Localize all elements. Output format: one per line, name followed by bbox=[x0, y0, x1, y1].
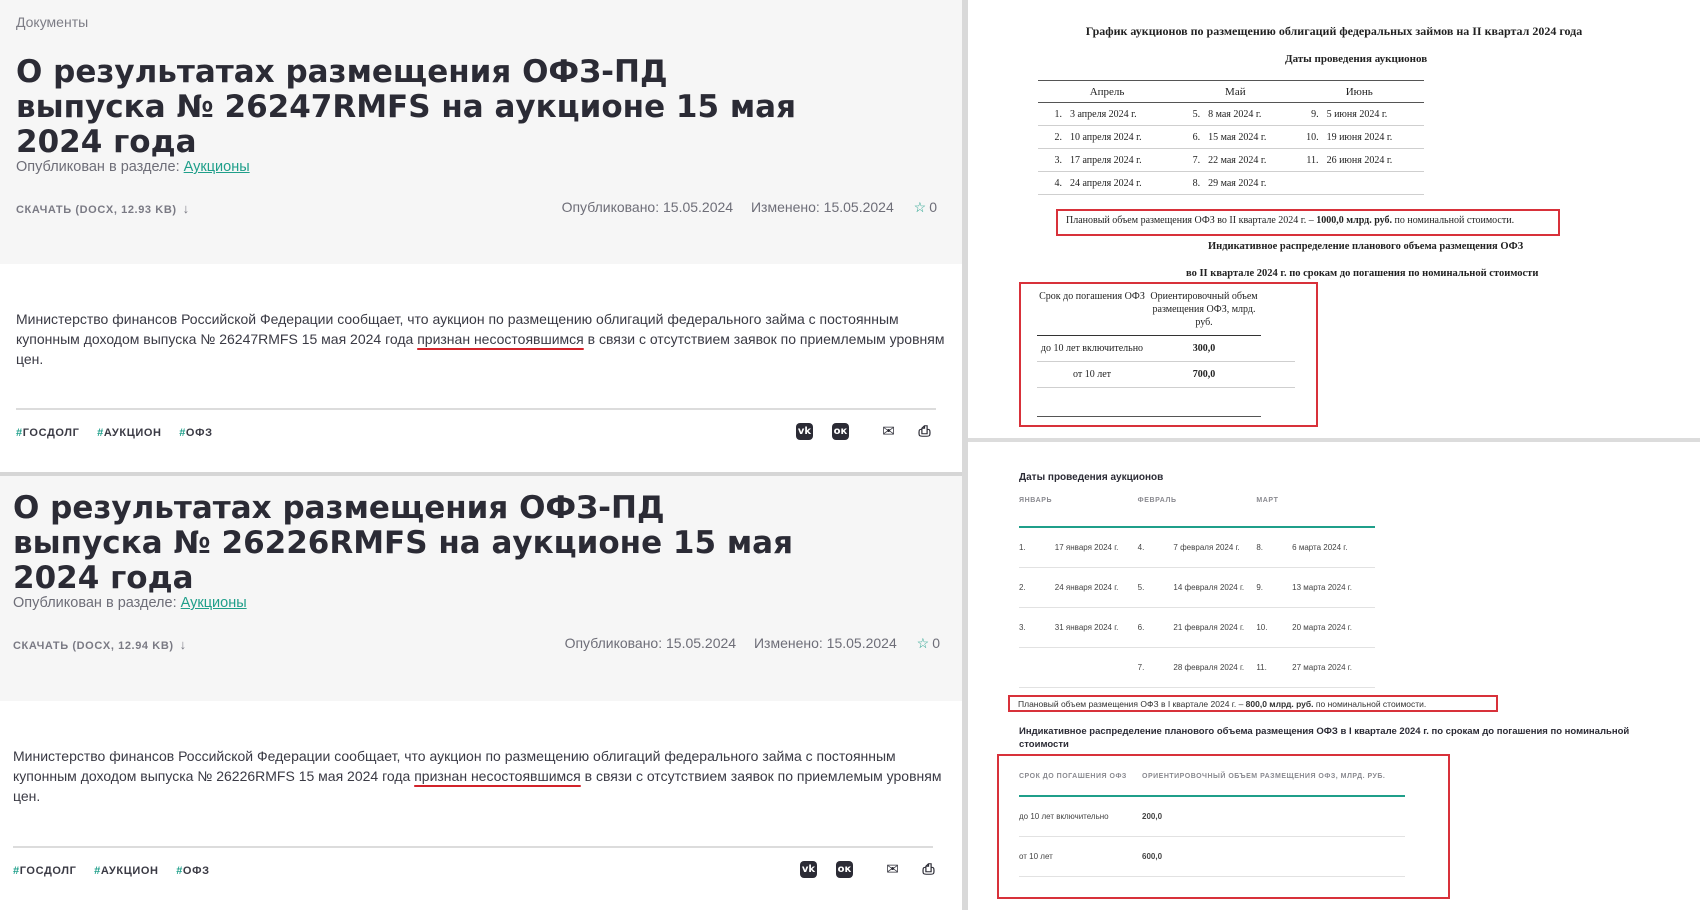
body-highlight: признан несостоявшимся bbox=[417, 331, 584, 347]
q2-distribution-title: Индикативное распределение планового объема размещения ОФЗ bbox=[1208, 241, 1524, 252]
article-26226 bbox=[0, 476, 962, 910]
tag-auction[interactable]: #АУКЦИОН bbox=[97, 427, 162, 439]
print-icon[interactable]: ⎙ bbox=[922, 860, 935, 878]
q2-plan-volume: Плановый объем размещения ОФЗ во II квартале 2024 г. – 1000,0 млрд. руб. по номинальной стоимости. bbox=[1056, 209, 1560, 236]
q2-title: График аукционов по размещению облигаций федеральных займов на II квартал 2024 года bbox=[1085, 24, 1583, 38]
table-row: от 10 лет 600,0 bbox=[1019, 836, 1405, 876]
download-link[interactable] bbox=[13, 637, 187, 652]
table-row: 2. 24 января 2024 г. 5. 14 февраля 2024 г. 9. 13 марта 2024 г. bbox=[1019, 567, 1375, 607]
table-row: 3. 17 апреля 2024 г. 7. 22 мая 2024 г. 11. 26 июня 2024 г. bbox=[1038, 149, 1424, 172]
table-row: от 10 лет 700,0 bbox=[1037, 362, 1295, 388]
month-header: Июнь bbox=[1295, 81, 1424, 103]
table-row: до 10 лет включительно 200,0 bbox=[1019, 796, 1405, 836]
article-body bbox=[13, 746, 943, 806]
modified-date: Изменено: 15.05.2024 bbox=[753, 635, 897, 651]
q1-distribution-title: Индикативное распределение планового объема размещения ОФЗ в I квартале 2024 г. по срокам до погашения по номинальной стоимости bbox=[1019, 726, 1630, 750]
q1-schedule-document bbox=[968, 442, 1700, 910]
download-label[interactable]: СКАЧАТЬ (DOCX, 12.94 KB) bbox=[13, 640, 174, 652]
download-arrow-icon: ↓ bbox=[179, 637, 187, 652]
download-label[interactable]: СКАЧАТЬ (DOCX, 12.93 KB) bbox=[16, 204, 177, 216]
month-header: Maй bbox=[1176, 81, 1294, 103]
article-header bbox=[0, 476, 962, 701]
q1-distribution-table bbox=[1019, 766, 1405, 877]
body-highlight: признан несостоявшимся bbox=[414, 768, 581, 784]
published-in bbox=[13, 595, 247, 611]
vk-icon[interactable]: vk bbox=[796, 423, 813, 440]
month-header: МАРТ bbox=[1256, 497, 1375, 527]
table-row: 1. 17 января 2024 г. 4. 7 февраля 2024 г. 8. 6 марта 2024 г. bbox=[1019, 527, 1375, 567]
modified-date: Изменено: 15.05.2024 bbox=[750, 199, 894, 215]
article-26247 bbox=[0, 0, 962, 472]
favorite-count: 0 bbox=[932, 635, 940, 651]
share-buttons bbox=[796, 423, 952, 440]
mail-icon[interactable]: ✉ bbox=[886, 860, 899, 878]
divider bbox=[16, 408, 936, 410]
article-body bbox=[16, 309, 946, 369]
table-row: до 10 лет включительно 300,0 bbox=[1037, 336, 1295, 362]
q1-dates-table bbox=[1019, 497, 1375, 688]
q2-schedule-document bbox=[968, 0, 1700, 438]
vk-icon[interactable]: vk bbox=[800, 861, 817, 878]
column-header: ОРИЕНТИРОВОЧНЫЙ ОБЪЕМ РАЗМЕЩЕНИЯ ОФЗ, МЛРД. РУБ. bbox=[1142, 766, 1405, 796]
favorite-count: 0 bbox=[929, 199, 937, 215]
favorite-star-icon[interactable]: ☆ bbox=[913, 199, 927, 215]
q1-subtitle: Даты проведения аукционов bbox=[1019, 472, 1164, 483]
table-row: 2. 10 апреля 2024 г. 6. 15 мая 2024 г. 10. 19 июня 2024 г. bbox=[1038, 126, 1424, 149]
tag-auction[interactable]: #АУКЦИОН bbox=[94, 865, 159, 877]
q1-plan-amount: 800,0 млрд. руб. bbox=[1245, 699, 1314, 709]
q2-dates-table bbox=[1038, 80, 1424, 195]
column-header: СРОК ДО ПОГАШЕНИЯ ОФЗ bbox=[1019, 766, 1142, 796]
q2-subtitle: Даты проведения аукционов bbox=[1285, 53, 1428, 65]
divider bbox=[13, 846, 933, 848]
q2-plan-amount: 1000,0 млрд. руб. bbox=[1316, 215, 1392, 226]
tag-ofz[interactable]: #ОФЗ bbox=[179, 427, 213, 439]
month-header: ФЕВРАЛЬ bbox=[1138, 497, 1257, 527]
month-header: Апрель bbox=[1038, 81, 1176, 103]
column-header: Ориентировочный объем размещения ОФЗ, млрд. руб. bbox=[1147, 290, 1261, 336]
article-meta bbox=[551, 635, 940, 652]
auctions-link[interactable]: Аукционы bbox=[183, 159, 250, 175]
tag-ofz[interactable]: #ОФЗ bbox=[176, 865, 210, 877]
odnoklassniki-icon[interactable]: ок bbox=[836, 861, 853, 878]
published-in bbox=[16, 159, 250, 175]
section-label[interactable]: Документы bbox=[16, 14, 89, 30]
article-header bbox=[0, 0, 962, 264]
table-bottom-rule bbox=[1037, 416, 1261, 417]
auctions-link[interactable]: Аукционы bbox=[180, 595, 247, 611]
tag-gosdolg[interactable]: #ГОСДОЛГ bbox=[16, 427, 80, 439]
q1-plan-volume: Плановый объем размещения ОФЗ в I квартале 2024 г. – 800,0 млрд. руб. по номинальной стоимости. bbox=[1008, 695, 1498, 712]
odnoklassniki-icon[interactable]: ок bbox=[832, 423, 849, 440]
table-row: 7. 28 февраля 2024 г. 11. 27 марта 2024 г. bbox=[1019, 647, 1375, 687]
body-text-end: в связи с отсутствием заявок по приемлемым уровням цен. bbox=[16, 331, 945, 367]
body-text-start: Министерство финансов Российской Федерации сообщает, что аукцион по размещению облигаций федерального займа с постоянным купонным доходом выпуска № 26247RMFS 15 мая 2024 года bbox=[16, 311, 899, 347]
q2-distribution-box bbox=[1019, 282, 1318, 427]
body-text-start: Министерство финансов Российской Федерации сообщает, что аукцион по размещению облигаций федерального займа с постоянным купонным доходом выпуска № 26226RMFS 15 мая 2024 года bbox=[13, 748, 896, 784]
published-in-prefix: Опубликован в разделе: bbox=[16, 159, 180, 175]
tag-gosdolg[interactable]: #ГОСДОЛГ bbox=[13, 865, 77, 877]
column-header: Срок до погашения ОФЗ bbox=[1037, 290, 1147, 336]
month-header: ЯНВАРЬ bbox=[1019, 497, 1138, 527]
page-title: О результатах размещения ОФЗ-ПД выпуска № 26247RMFS на аукционе 15 мая 2024 года bbox=[16, 54, 796, 160]
published-in-prefix: Опубликован в разделе: bbox=[13, 595, 177, 611]
published-date: Опубликовано: 15.05.2024 bbox=[564, 635, 737, 651]
print-icon[interactable]: ⎙ bbox=[918, 422, 931, 440]
mail-icon[interactable]: ✉ bbox=[882, 422, 895, 440]
table-row: 1. 3 апреля 2024 г. 5. 8 мая 2024 г. 9. 5 июня 2024 г. bbox=[1038, 103, 1424, 126]
q2-distribution-subtitle: во II квартале 2024 г. по срокам до погашения по номинальной стоимости bbox=[1186, 268, 1539, 279]
q1-distribution-box bbox=[997, 754, 1450, 899]
published-date: Опубликовано: 15.05.2024 bbox=[561, 199, 734, 215]
download-arrow-icon: ↓ bbox=[182, 201, 190, 216]
table-row: 4. 24 апреля 2024 г. 8. 29 мая 2024 г. bbox=[1038, 172, 1424, 195]
table-row: 3. 31 января 2024 г. 6. 21 февраля 2024 г. 10. 20 марта 2024 г. bbox=[1019, 607, 1375, 647]
share-buttons bbox=[800, 861, 956, 878]
page-title: О результатах размещения ОФЗ-ПД выпуска № 26226RMFS на аукционе 15 мая 2024 года bbox=[13, 490, 793, 596]
article-meta bbox=[548, 199, 937, 216]
body-text-end: в связи с отсутствием заявок по приемлемым уровням цен. bbox=[13, 768, 942, 804]
tag-list bbox=[13, 865, 224, 877]
download-link[interactable] bbox=[16, 201, 190, 216]
tag-list bbox=[16, 427, 227, 439]
favorite-star-icon[interactable]: ☆ bbox=[916, 635, 930, 651]
q2-distribution-table bbox=[1037, 290, 1295, 388]
